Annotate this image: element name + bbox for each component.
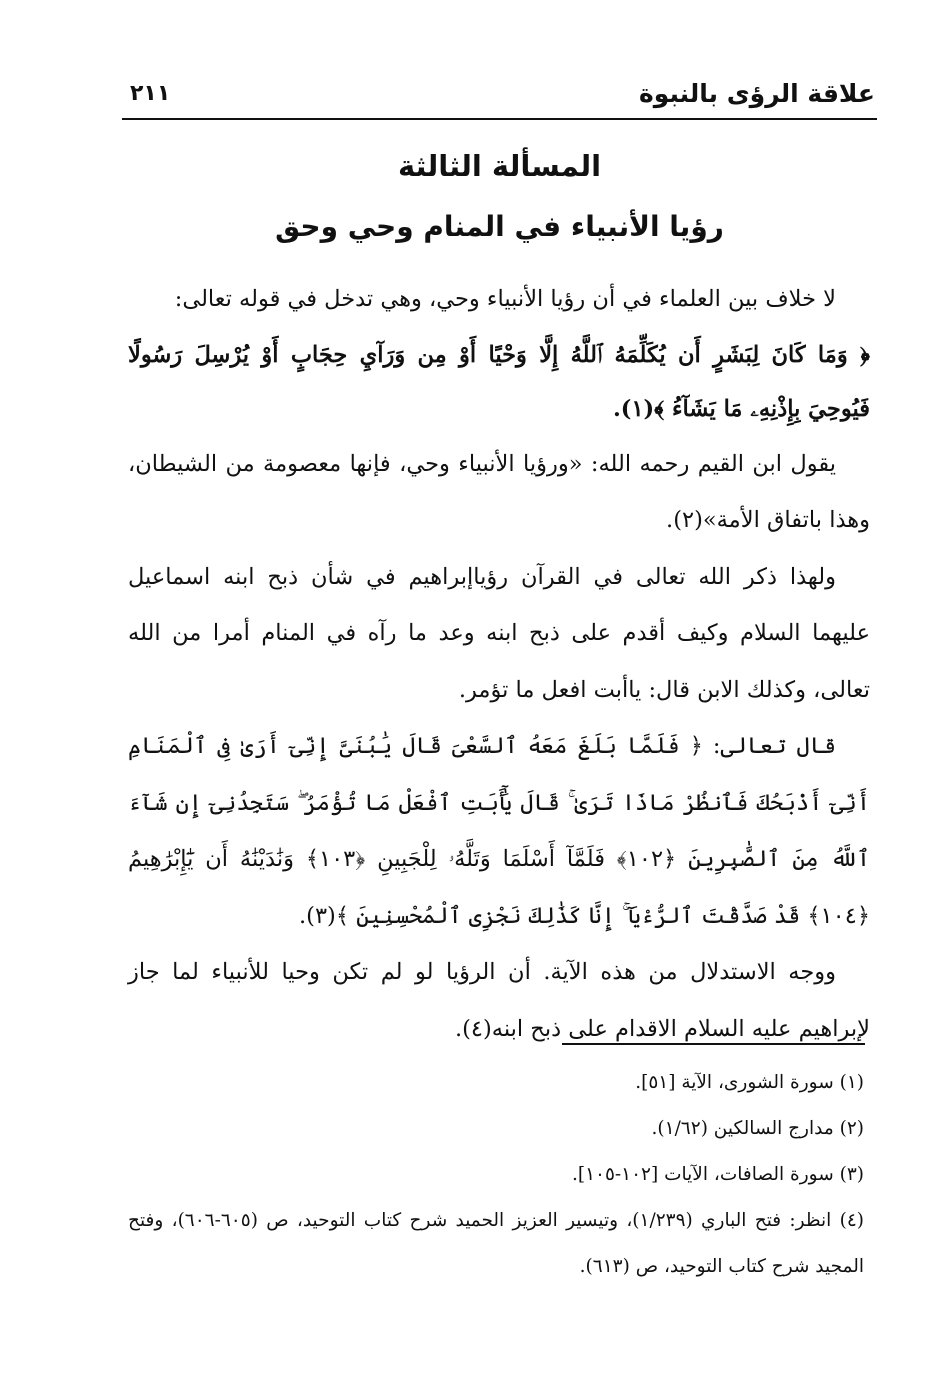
section-heading: رؤيا الأنبياء في المنام وحي وحق [275, 210, 724, 243]
paragraph-ibrahim: ولهذا ذكر الله تعالى في القرآن رؤياإبراهيم في شأن ذبح ابنه اسماعيل عليهما السلام وكيف أقدم على ذبح ابنه وعد ما رآه في المنام أمرا من الله تعالى، وكذلك الابن قال: ياأبت افعل ما تؤمر. [128, 563, 870, 703]
quran-verse-shura: ﴿ وَمَا كَانَ لِبَشَرٍ أَن يُكَلِّمَهُ ٱللَّهُ إِلَّا وَحْيًا أَوْ مِن وَرَآيِ حِجَابٍ أَوْ يُرْسِلَ رَسُولًا فَيُوحِيَ بِإِذْنِهِۦ مَا يَشَآءُ ﴾(١). [128, 341, 870, 422]
running-header [122, 74, 877, 120]
footnote-2: (٢) مدارج السالكين (١/٦٢). [651, 1118, 864, 1139]
paragraph-conclusion: ووجه الاستدلال من هذه الآية. أن الرؤيا لو لم تكن وحيا للأنبياء لما جاز لإبراهيم عليه السلام الاقدام على ذبح ابنه(٤). [128, 959, 870, 1042]
paragraph-ibn-qayyim: يقول ابن القيم رحمه الله: «ورؤيا الأنبياء وحي، فإنها معصومة من الشيطان، وهذا باتفاق الأمة»(٢). [128, 450, 870, 533]
page-number: ٢١١ [130, 81, 171, 106]
footnote-3: (٣) سورة الصافات، الآيات [١٠٢-١٠٥]. [571, 1164, 864, 1185]
quran-verse-saffat: قال تعالى: ﴿ فَلَمَّا بَلَغَ مَعَهُ ٱلسَّعْىَ قَالَ يَٰبُنَىَّ إِنِّىٓ أَرَىٰ فِى ٱلْمَنَامِ أَنِّىٓ أَذْبَحُكَ فَٱنظُرْ مَاذَا تَرَىٰ ۚ قَالَ يَٰٓأَبَتِ ٱفْعَلْ مَا تُؤْمَرُ ۖ سَتَجِدُنِىٓ إِن شَآءَ ٱللَّهُ مِنَ ٱلصَّٰبِرِينَ ﴿١٠٢﴾ فَلَمَّآ أَسْلَمَا وَتَلَّهُۥ لِلْجَبِينِ ﴿١٠٣﴾ وَنَٰدَيْنَٰهُ أَن يَٰٓإِبْرَٰهِيمُ ﴿١٠٤﴾ قَدْ صَدَّقْتَ ٱلرُّءْيَآ ۚ إِنَّا كَذَٰلِكَ نَجْزِى ٱلْمُحْسِنِينَ ﴾(٣). [128, 733, 870, 929]
footnote-1: (١) سورة الشورى، الآية [٥١]. [635, 1072, 864, 1093]
main-text [128, 271, 870, 1057]
paragraph-intro: لا خلاف بين العلماء في أن رؤيا الأنبياء وحي، وهي تدخل في قوله تعالى: [174, 286, 836, 312]
footnote-divider [562, 1043, 865, 1045]
footnote-4: (٤) انظر: فتح الباري (١/٢٣٩)، وتيسير العزيز الحميد شرح كتاب التوحيد، ص (٦٠٥-٦٠٦)، وفتح المجيد شرح كتاب التوحيد، ص (٦١٣). [128, 1210, 864, 1277]
running-title: علاقة الرؤى بالنبوة [639, 79, 875, 108]
footnotes [128, 1060, 864, 1290]
chapter-heading: المسألة الثالثة [397, 149, 602, 183]
